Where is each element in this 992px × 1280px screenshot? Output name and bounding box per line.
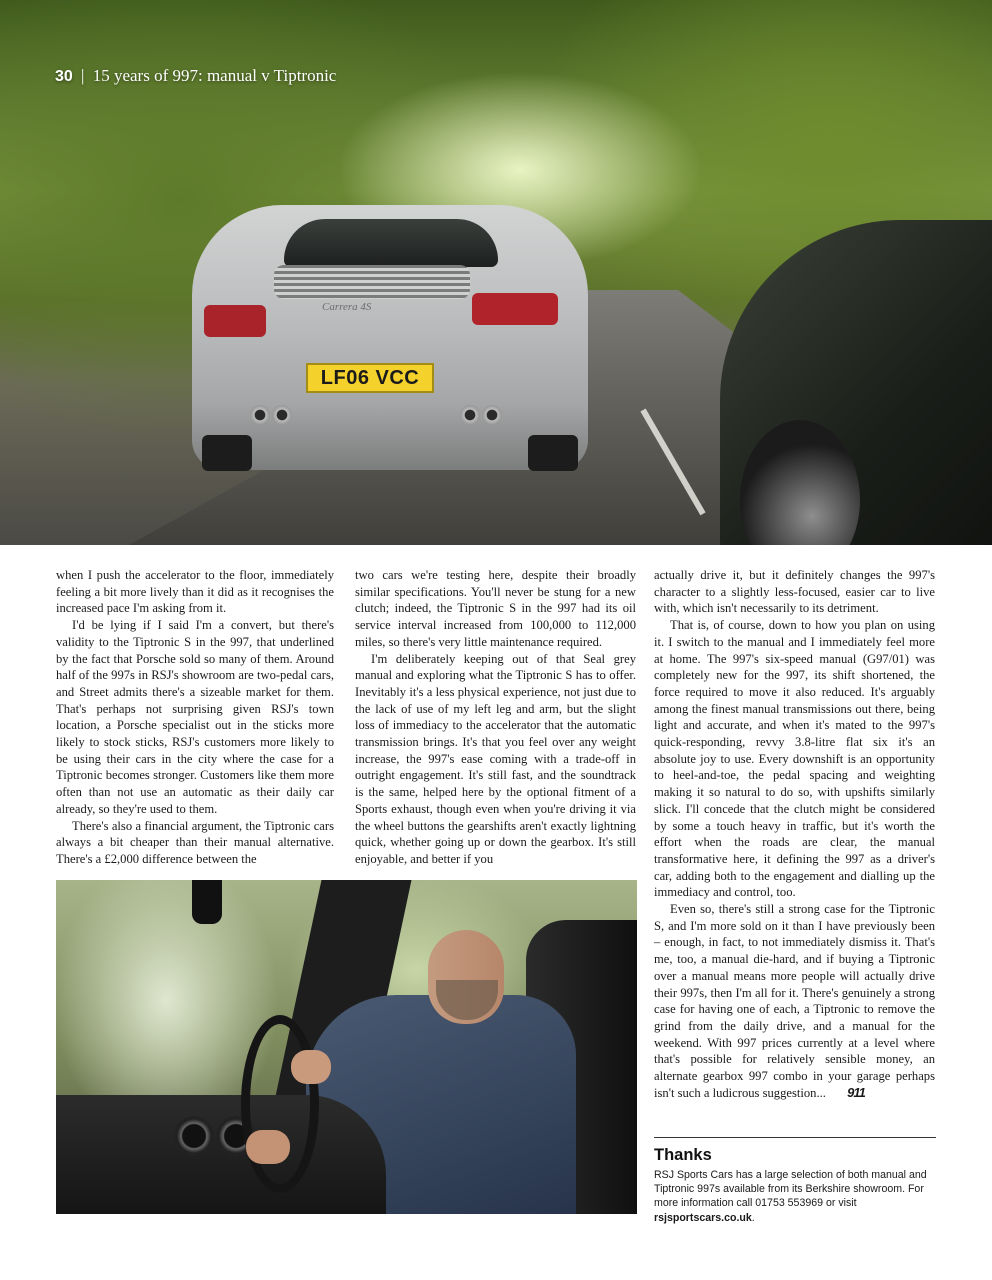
tail-light-left bbox=[204, 305, 266, 337]
exhaust-tip bbox=[250, 405, 270, 425]
paragraph-final bbox=[654, 901, 935, 1101]
paragraph-text: Even so, there's still a strong case for the Tiptronic S, and I'm more sold on it than I have previously been – enough, in fact, to not immediately dismiss it. That's me, too, a manual die-hard, and if buying a Tiptronic over a manual means more people will actually drive their 997s, then I'm all for it. There's genuinely a strong case for having one of each, a Tiptronic to remove the grind from the daily drive, and a manual for the weekend. With 997 prices currently at a level where that's possible for relatively sensible money, an alternate gearbox 997 combo in your garage perhaps isn't such a ludicrous suggestion... bbox=[654, 902, 935, 1100]
silver-porsche-rear bbox=[192, 205, 588, 470]
thanks-text bbox=[654, 1168, 936, 1225]
paragraph: I'd be lying if I said I'm a convert, but there's validity to the Tiptronic S in the 997, that underlined by the fact that Porsche sold so many of them. Around half of the 997s in RSJ's showroom are two-pedal cars, and Street admits there's a sizeable market for them. That's perhaps not surprising given RSJ's town location, a Porsche specialist out in the sticks more likely to stock sticks, RSJ's customers more likely to be using their cars in the city where the case for a Tiptronic becomes stronger. Customers like them more often than not use an automatic as their daily car already, so they're used to them. bbox=[56, 618, 334, 816]
tail-light-right bbox=[472, 293, 558, 325]
exhaust-tip bbox=[460, 405, 480, 425]
engine-grille bbox=[274, 265, 470, 299]
license-plate: LF06 VCC bbox=[306, 363, 434, 393]
exhaust-tip bbox=[272, 405, 292, 425]
section-title: 15 years of 997: manual v Tiptronic bbox=[92, 66, 337, 85]
interior-photo bbox=[56, 880, 637, 1214]
text-column-1 bbox=[56, 567, 334, 868]
paragraph: I'm deliberately keeping out of that Seal grey manual and exploring what the Tiptronic S has to offer. Inevitably it's a less physical experience, not just due to the lack of use of my left leg and arm, but the slight loss of immediacy to the accelerator that the automatic transmission brings. It's that you feel over any weight increase, the 997's ease coming with a trade-off in outright engagement. It's still fast, and the soundtrack is the same, helped here by the optional fitment of a Sports exhaust, though even when you're driving it via the wheel buttons the gearshifts aren't exactly lightning quick, whether going up or down the gearbox. It's still enjoyable, and better if you bbox=[355, 651, 636, 866]
rear-tyre bbox=[528, 435, 578, 471]
steering-wheel bbox=[241, 1015, 319, 1193]
text-column-2 bbox=[355, 567, 636, 868]
thanks-trailing: . bbox=[751, 1211, 755, 1224]
text-column-3 bbox=[654, 567, 935, 1102]
driver-hand bbox=[246, 1130, 290, 1164]
thanks-box bbox=[654, 1137, 936, 1225]
thanks-heading: Thanks bbox=[654, 1146, 712, 1164]
car-badge: Carrera 4S bbox=[322, 301, 372, 313]
website-link[interactable]: rsjsportscars.co.uk bbox=[654, 1211, 752, 1224]
paragraph: That is, of course, down to how you plan on using it. I switch to the manual and I immediately feel more at home. The 997's six-speed manual (G97/01) was completely new for the 997, its shift shortened, the force required to move it also reduced. It's arguably among the finest manual transmissions out there, being light and accurate, and when it's mated to the 997's quick-responding, revvy 3.8-litre flat six it's an absolute joy to use. Every downshift is an opportunity to heel-and-toe, the pedal spacing and weighting making it so natural to do so, with upshifts similarly slick. I'll concede that the clutch might be considered by some a touch heavy in traffic, but it's worth the effort when the roads are clear, the manual transformative here, it defining the 997 as a driver's car, adding both to the engagement and dialling up the immediacy and control, too. bbox=[654, 618, 935, 900]
header-separator: | bbox=[81, 66, 85, 85]
rear-tyre bbox=[202, 435, 252, 471]
page-number: 30 bbox=[55, 68, 73, 85]
instrument-gauge bbox=[174, 1116, 214, 1156]
hero-photo bbox=[0, 0, 992, 545]
paragraph: two cars we're testing here, despite their broadly similar specifications. You'll never be stung for a new clutch; indeed, the Tiptronic S in the 997 had its oil service interval increased from 100,000 to 112,000 miles, so there's very little maintenance required. bbox=[355, 568, 636, 649]
exhaust-tip bbox=[482, 405, 502, 425]
end-mark-logo: 911 bbox=[847, 1084, 865, 1100]
thanks-body: RSJ Sports Cars has a large selection of both manual and Tiptronic 997s available from its Berkshire showroom. For more information call 01753 553969 or visit bbox=[654, 1169, 927, 1210]
paragraph: actually drive it, but it definitely changes the 997's character to a slightly less-focused, easier car to live with, which isn't necessarily to its detriment. bbox=[654, 568, 935, 616]
dashboard bbox=[56, 1095, 386, 1214]
driver-hand bbox=[291, 1050, 331, 1084]
paragraph: when I push the accelerator to the floor, immediately feeling a bit more lively than it did as it recognises the increased pace I'm asking from it. bbox=[56, 568, 334, 616]
rear-window bbox=[284, 219, 498, 267]
running-header bbox=[55, 66, 336, 86]
paragraph: There's also a financial argument, the Tiptronic cars always a bit cheaper than their manual alternative. There's a £2,000 difference between the bbox=[56, 818, 334, 866]
rear-view-mirror bbox=[192, 880, 222, 924]
